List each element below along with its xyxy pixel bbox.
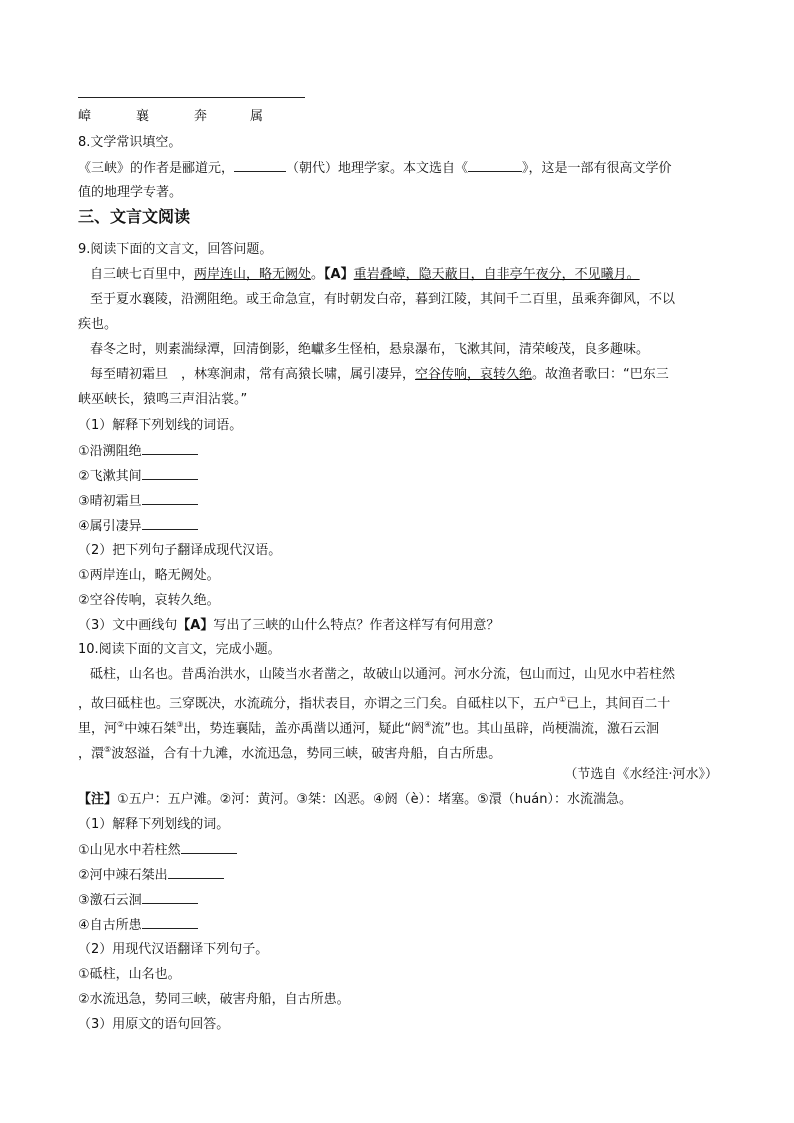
q10-s1-title: （1）解释下列划线的词。 [78, 817, 230, 832]
q10-s2-item: ②水流迅急，势同三峡，破害舟船，自古所患。 [78, 992, 350, 1007]
section-heading: 三、文言文阅读 [78, 207, 191, 226]
q9-s1-title: （1）解释下列划线的词语。 [78, 418, 243, 433]
q8-blank-book[interactable] [468, 158, 522, 172]
q10-s1-item: ③激石云洄 [78, 890, 198, 911]
q7-char: 属 [250, 109, 264, 124]
q9-s1-item: ③晴初霜旦 [78, 491, 198, 512]
underlined-sentence-a: 重岩叠嶂，隐天蔽日，自非亭午夜分，不见曦月。 [353, 267, 640, 282]
q10-text-line4: ，澴⑤波怒溢，合有十九滩，水流迅急，势同三峡，破害舟船，自古所患。 [78, 745, 502, 762]
q9-para2-cont: 疾也。 [78, 317, 118, 332]
q9-s3: （3）文中画线句【A】写出了三峡的山什么特点？作者这样写有何用意？ [78, 618, 500, 633]
q9-s1-item: ②飞漱其间 [78, 466, 198, 487]
answer-blank[interactable] [133, 84, 191, 98]
q10-text-line2: ，故曰砥柱也。三穿既决，水流疏分，指状表目，亦谓之三门矣。自砥柱以下，五户①已上，其间百二十 [78, 695, 671, 712]
q9-para4: 每至晴初霜旦 ，林寒涧肃，常有高猿长啸，属引凄异，空谷传响，哀转久绝。故渔者歌曰：“巴东三 [90, 367, 669, 382]
answer-blank[interactable] [191, 84, 249, 98]
q10-s1-item: ②河中竦石桀出 [78, 865, 224, 886]
q7-char: 嶂 [78, 109, 92, 124]
answer-blank[interactable] [249, 84, 305, 98]
answer-blank[interactable] [142, 516, 198, 530]
underlined-phrase: 空谷传响，哀转久绝 [415, 367, 533, 382]
q9-para3: 春冬之时，则素湍绿潭，回清倒影，绝巘多生怪柏，悬泉瀑布，飞漱其间，清荣峻茂，良多趣味。 [90, 342, 650, 357]
answer-blanks-row [78, 84, 305, 105]
q8-blank-dynasty[interactable] [234, 158, 286, 172]
answer-blank[interactable] [168, 865, 224, 879]
mark-a: 【A】 [177, 618, 214, 633]
q7-char: 奔 [194, 109, 208, 124]
answer-blank[interactable] [142, 915, 198, 929]
q10-s1-item: ④自古所患 [78, 915, 198, 936]
q7-char: 襄 [136, 109, 150, 124]
answer-blank[interactable] [142, 466, 198, 480]
q10-source: （节选自《水经注·河水》） [564, 767, 718, 782]
answer-blank[interactable] [142, 890, 198, 904]
q10-s2-title: （2）用现代汉语翻译下列句子。 [78, 942, 269, 957]
q9-s2-title: （2）把下列句子翻译成现代汉语。 [78, 543, 282, 558]
q9-s2-item: ①两岸连山，略无阙处。 [78, 568, 220, 583]
q9-s2-item: ②空谷传响，哀转久绝。 [78, 593, 220, 608]
q10-s1-item: ①山见水中若柱然 [78, 840, 237, 861]
q10-text-line3: 里，河②中竦石桀③出，势连襄陆，盖亦禹凿以通河，疑此“阏④流”也。其山虽辟，尚梗湍流，激石云洄 [78, 720, 660, 737]
q10-notes: 【注】①五户：五户滩。②河：黄河。③桀：凶恶。④阏（è）：堵塞。⑤澴（huán）：水流湍急。 [78, 792, 632, 807]
answer-blank[interactable] [142, 491, 198, 505]
q10-text-line1: 砥柱，山名也。昔禹治洪水，山陵当水者凿之，故破山以通河。河水分流，包山而过，山见水中若柱然 [90, 667, 676, 682]
q9-para4-cont: 峡巫峡长，猿鸣三声泪沾裳。” [78, 392, 248, 407]
q9-s1-item: ④属引凄异 [78, 516, 198, 537]
q10-s3-title: （3）用原文的语句回答。 [78, 1017, 230, 1032]
answer-blank[interactable] [142, 441, 198, 455]
q10-s2-item: ①砥柱，山名也。 [78, 967, 181, 982]
answer-blank[interactable] [78, 84, 133, 98]
q9-para2: 至于夏水襄陵，沿溯阻绝。或王命急宣，有时朝发白帝，暮到江陵，其间千二百里，虽乘奔御风，不以 [90, 292, 676, 307]
q8-line2: 值的地理学专著。 [78, 185, 183, 200]
answer-blank[interactable] [181, 840, 237, 854]
q10-title: 10.阅读下面的文言文，完成小题。 [78, 642, 281, 657]
q8-line1: 《三峡》的作者是郦道元， （朝代）地理学家。本文选自《 》，这是一部有很高文学价 [78, 158, 672, 179]
q9-para1: 自三峡七百里中，两岸连山，略无阙处。【A】重岩叠嶂，隐天蔽日，自非亭午夜分，不见曦月。 [90, 267, 640, 282]
mark-a: 【A】 [324, 267, 354, 282]
q8-title: 8.文学常识填空。 [78, 135, 182, 150]
q9-s1-item: ①沿溯阻绝 [78, 441, 198, 462]
q7-characters [78, 107, 263, 127]
q9-title: 9.阅读下面的文言文，回答问题。 [78, 242, 273, 257]
underlined-phrase: 两岸连山，略无阙处 [194, 267, 312, 282]
